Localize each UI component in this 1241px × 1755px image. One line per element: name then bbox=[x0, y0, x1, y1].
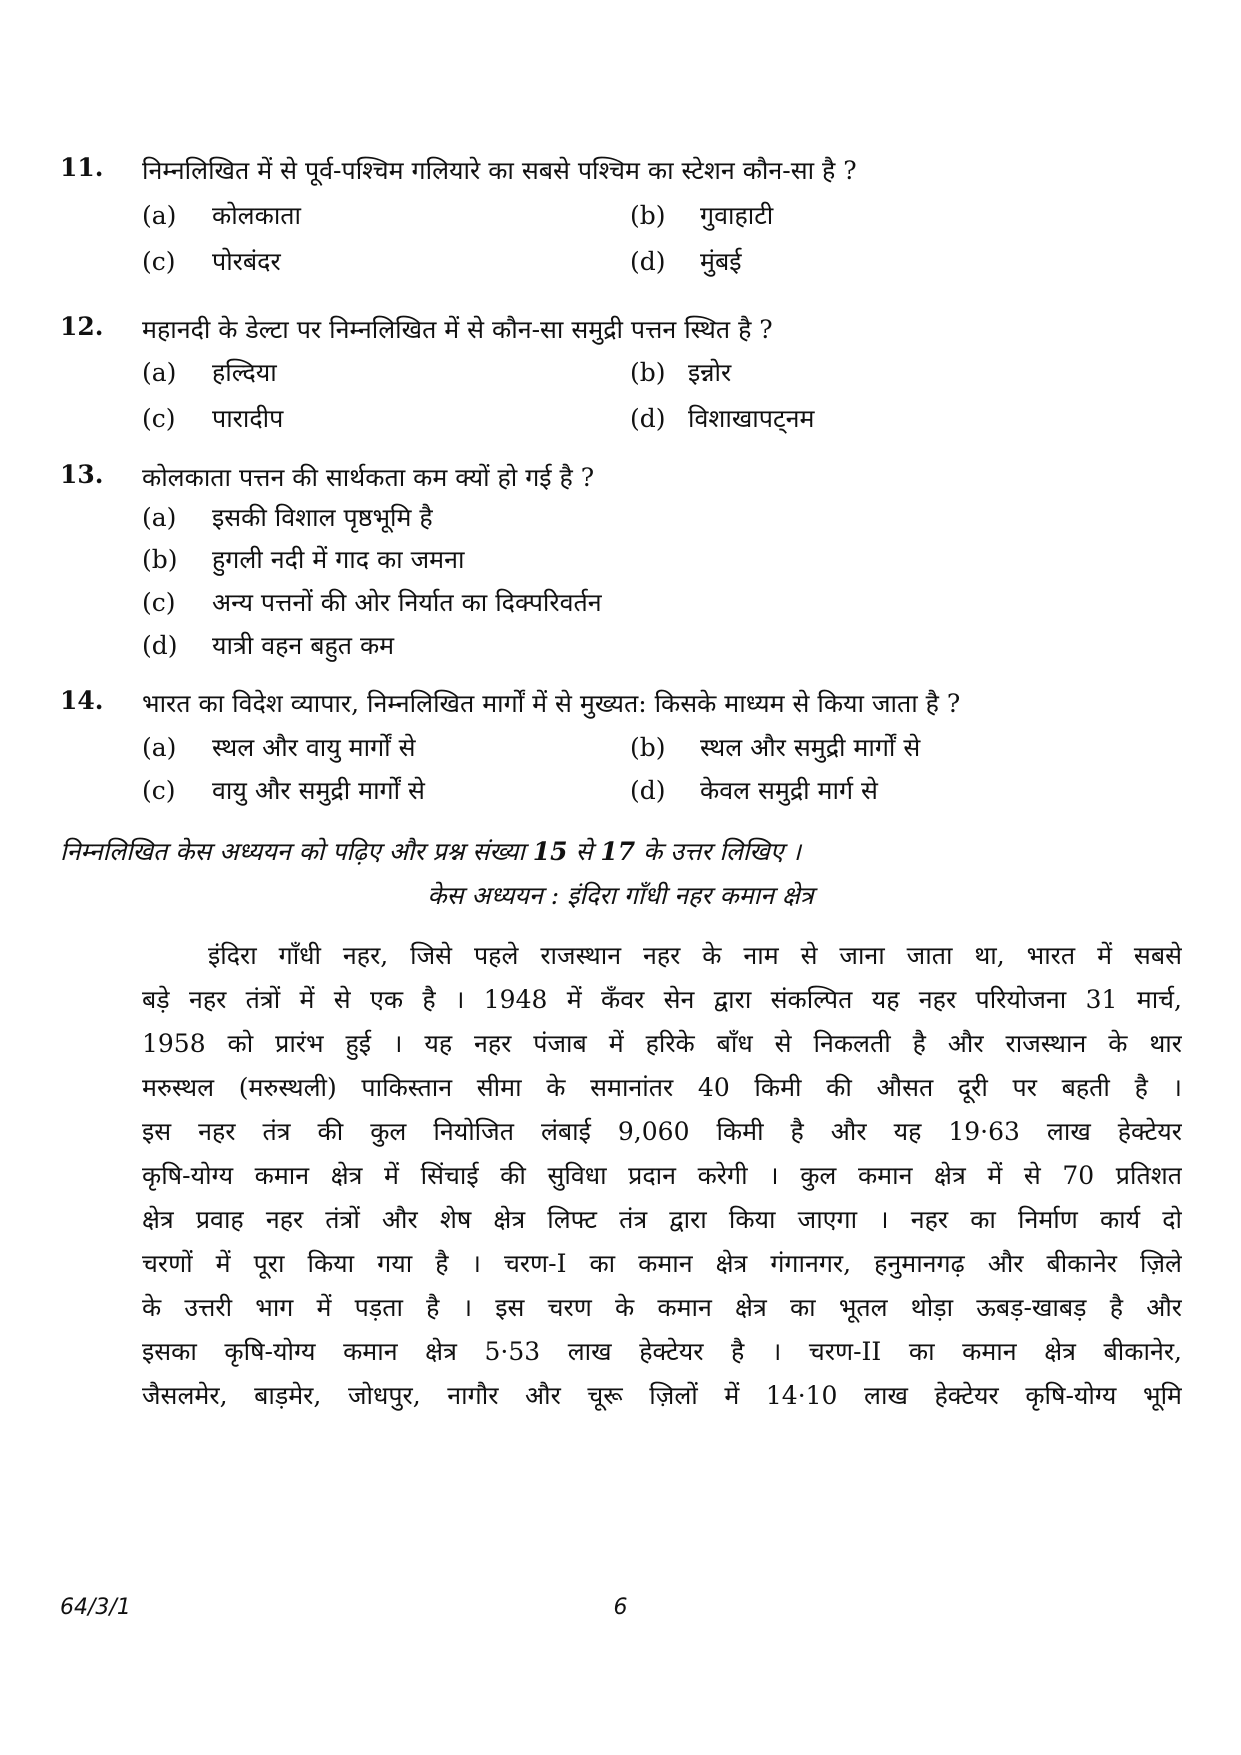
option-label: (d) bbox=[630, 404, 666, 433]
option-b bbox=[630, 198, 773, 232]
option-c bbox=[142, 773, 425, 807]
case-study-title: केस अध्ययन : इंदिरा गाँधी नहर कमान क्षेत्र bbox=[427, 881, 814, 910]
option-label: (c) bbox=[142, 404, 176, 433]
question-number: 11. bbox=[60, 153, 104, 182]
option-label: (d) bbox=[142, 631, 178, 660]
option-text: हुगली नदी में गाद का जमना bbox=[212, 545, 465, 574]
question-text: निम्नलिखित में से पूर्व-पश्चिम गलियारे का सबसे पश्चिम का स्टेशन कौन-सा है ? bbox=[142, 156, 857, 185]
question-range-end: 17 bbox=[600, 837, 636, 866]
option-text: मुंबई bbox=[700, 247, 742, 276]
paragraph-line: बड़े नहर तंत्रों में से एक है । 1948 में कँवर सेन द्वारा संकल्पित यह नहर परियोजना 31 मार्च, bbox=[142, 985, 1182, 1014]
option-a bbox=[142, 355, 277, 389]
case-study-instruction bbox=[60, 834, 1180, 868]
option-text: इसकी विशाल पृष्ठभूमि है bbox=[212, 503, 433, 532]
paragraph-line: मरुस्थल (मरुस्थली) पाकिस्तान सीमा के समानांतर 40 किमी की औसत दूरी पर बहती है । bbox=[142, 1073, 1182, 1102]
option-d bbox=[630, 244, 742, 278]
paragraph-line: चरणों में पूरा किया गया है । चरण-I का कमान क्षेत्र गंगानगर, हनुमानगढ़ और बीकानेर ज़िले bbox=[142, 1249, 1182, 1278]
option-text: गुवाहाटी bbox=[700, 201, 774, 230]
option-text: विशाखापट्नम bbox=[688, 404, 815, 433]
option-label: (d) bbox=[630, 776, 666, 805]
option-label: (c) bbox=[142, 776, 176, 805]
option-text: वायु और समुद्री मार्गों से bbox=[212, 776, 425, 805]
option-label: (a) bbox=[142, 201, 177, 230]
paragraph-line: कृषि-योग्य कमान क्षेत्र में सिंचाई की सुविधा प्रदान करेगी । कुल कमान क्षेत्र में से 70 प्रतिशत bbox=[142, 1161, 1182, 1190]
option-label: (d) bbox=[630, 247, 666, 276]
option-label: (c) bbox=[142, 588, 176, 617]
option-label: (b) bbox=[630, 358, 666, 387]
question-number: 12. bbox=[60, 312, 104, 341]
paragraph-line: इंदिरा गाँधी नहर, जिसे पहले राजस्थान नहर के नाम से जाना जाता था, भारत में सबसे bbox=[208, 941, 1182, 970]
option-c bbox=[142, 585, 602, 619]
paragraph-line: इसका कृषि-योग्य कमान क्षेत्र 5·53 लाख हेक्टेयर है । चरण-II का कमान क्षेत्र बीकानेर, bbox=[142, 1337, 1182, 1366]
option-label: (b) bbox=[630, 201, 666, 230]
paper-code: 64/3/1 bbox=[60, 1595, 131, 1620]
option-a bbox=[142, 730, 416, 764]
option-label: (a) bbox=[142, 358, 177, 387]
question-text: भारत का विदेश व्यापार, निम्नलिखित मार्गों में से मुख्यत: किसके माध्यम से किया जाता है ? bbox=[142, 689, 961, 718]
option-a bbox=[142, 500, 433, 534]
option-a bbox=[142, 198, 301, 232]
option-d bbox=[630, 401, 814, 435]
question-text: महानदी के डेल्टा पर निम्नलिखित में से कौन-सा समुद्री पत्तन स्थित है ? bbox=[142, 315, 773, 344]
option-text: यात्री वहन बहुत कम bbox=[212, 631, 395, 660]
instruction-text: से bbox=[567, 837, 601, 866]
paragraph-line: क्षेत्र प्रवाह नहर तंत्रों और शेष क्षेत्र लिफ्ट तंत्र द्वारा किया जाएगा । नहर का निर्माण कार्य दो bbox=[142, 1205, 1182, 1234]
instruction-text: के उत्तर लिखिए । bbox=[635, 837, 801, 866]
page-number: 6 bbox=[613, 1595, 628, 1620]
paragraph-line: 1958 को प्रारंभ हुई । यह नहर पंजाब में हरिके बाँध से निकलती है और राजस्थान के थार bbox=[142, 1029, 1182, 1058]
paragraph-line: के उत्तरी भाग में पड़ता है । इस चरण के कमान क्षेत्र का भूतल थोड़ा ऊबड़-खाबड़ है और bbox=[142, 1293, 1182, 1322]
option-b bbox=[630, 355, 731, 389]
question-number: 14. bbox=[60, 686, 104, 715]
option-label: (a) bbox=[142, 733, 177, 762]
option-text: केवल समुद्री मार्ग से bbox=[700, 776, 878, 805]
paragraph-line: जैसलमेर, बाड़मेर, जोधपुर, नागौर और चूरू ज़िलों में 14·10 लाख हेक्टेयर कृषि-योग्य भूमि bbox=[142, 1381, 1182, 1410]
option-label: (a) bbox=[142, 503, 177, 532]
option-b bbox=[630, 730, 920, 764]
paragraph-line: इस नहर तंत्र की कुल नियोजित लंबाई 9,060 किमी है और यह 19·63 लाख हेक्टेयर bbox=[142, 1117, 1182, 1146]
option-text: स्थल और समुद्री मार्गों से bbox=[700, 733, 921, 762]
question-text: कोलकाता पत्तन की सार्थकता कम क्यों हो गई है ? bbox=[142, 463, 595, 492]
option-text: हल्दिया bbox=[212, 358, 277, 387]
option-text: अन्य पत्तनों की ओर निर्यात का दिक्परिवर्तन bbox=[212, 588, 602, 617]
option-d bbox=[142, 628, 394, 662]
option-text: पारादीप bbox=[212, 404, 284, 433]
question-range-start: 15 bbox=[532, 837, 568, 866]
option-label: (b) bbox=[142, 545, 178, 574]
question-number: 13. bbox=[60, 460, 104, 489]
option-label: (c) bbox=[142, 247, 176, 276]
option-d bbox=[630, 773, 878, 807]
option-b bbox=[142, 542, 464, 576]
option-text: इन्नोर bbox=[688, 358, 732, 387]
option-text: पोरबंदर bbox=[212, 247, 281, 276]
option-text: कोलकाता bbox=[212, 201, 302, 230]
instruction-text: निम्नलिखित केस अध्ययन को पढ़िए और प्रश्न संख्या bbox=[60, 837, 533, 866]
option-c bbox=[142, 244, 281, 278]
option-text: स्थल और वायु मार्गों से bbox=[212, 733, 416, 762]
option-c bbox=[142, 401, 283, 435]
option-label: (b) bbox=[630, 733, 666, 762]
